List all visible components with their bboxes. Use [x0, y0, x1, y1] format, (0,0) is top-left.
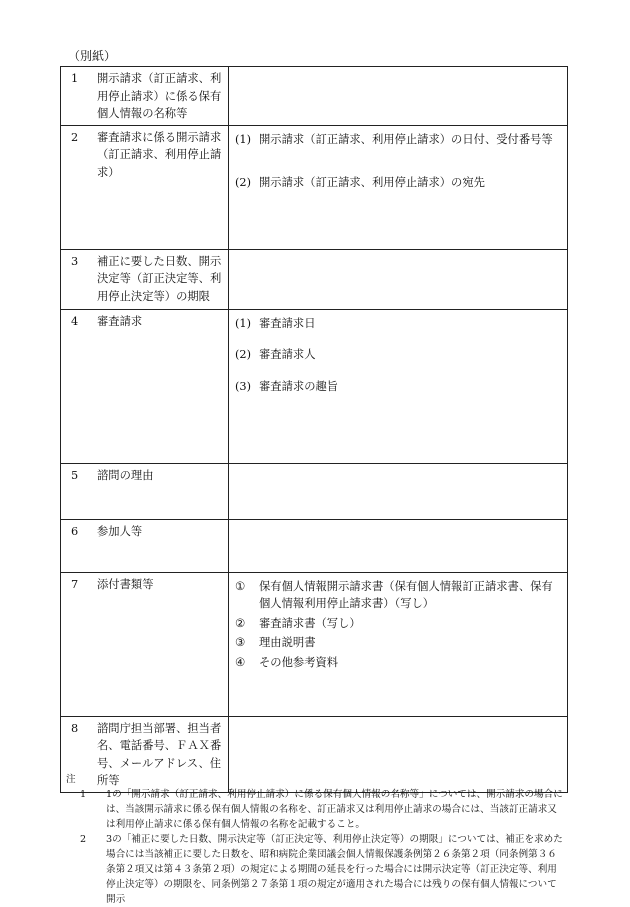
row-label: 諮問庁担当部署、担当者名、電話番号、ＦＡＸ番号、メールアドレス、住所等: [97, 721, 222, 787]
row-value: [229, 572, 568, 716]
row-label: 添付書類等: [97, 577, 154, 591]
notes-section: [66, 772, 566, 907]
form-table: [60, 66, 568, 793]
list-item: (3) 審査請求の趣旨: [235, 379, 339, 393]
row-number: 3: [71, 254, 79, 268]
row-value[interactable]: [229, 519, 568, 572]
row-label: 参加人等: [97, 524, 143, 538]
row-label: 開示請求（訂正請求、利用停止請求）に係る保有個人情報の名称等: [97, 72, 222, 120]
row-value[interactable]: [229, 67, 568, 126]
list-item: ① 保有個人情報開示請求書（保有個人情報訂正請求書、保有個人情報利用停止請求書）（写し）: [235, 579, 553, 610]
list-item: ② 審査請求書（写し）: [235, 616, 361, 630]
row-label: 諮問の理由: [97, 468, 154, 482]
table-row: [61, 463, 568, 519]
note-item: 2 3の「補正に要した日数、開示決定等（訂正決定等、利用停止決定等）の期限」については、補正を求めた場合には当該補正に要した日数を、昭和病院企業団議会個人情報保護条例第２６条第２項（同条例第３６条第２項又は第４３条第２項）の規定による期間の延長を行った場合には開示決定等（訂正決定等、利用停止決定等）の期限を、同条例第２７条第１項の規定が適用された場合には残りの保有個人情報について開示: [80, 834, 563, 905]
row-number: 6: [71, 524, 79, 538]
list-item: ④ その他参考資料: [235, 655, 339, 669]
list-item: (2) 開示請求（訂正請求、利用停止請求）の宛先: [235, 176, 485, 189]
row-number: 5: [71, 468, 79, 482]
row-label: 審査請求: [97, 314, 143, 328]
table-row: [61, 249, 568, 309]
table-row: [61, 309, 568, 463]
table-row: [61, 572, 568, 716]
notes-heading: 注: [66, 774, 76, 785]
row-number: 4: [71, 314, 79, 328]
table-row: [61, 519, 568, 572]
table-row: [61, 125, 568, 249]
row-number: 1: [71, 72, 79, 85]
row-label: 審査請求に係る開示請求（訂正請求、利用停止請求）: [97, 130, 222, 179]
row-value: [229, 125, 568, 249]
row-label: 補正に要した日数、開示決定等（訂正決定等、利用停止決定等）の期限: [97, 254, 222, 303]
list-item: (1) 審査請求日: [235, 316, 316, 330]
table-row: [61, 67, 568, 126]
row-value[interactable]: [229, 463, 568, 519]
row-value: [229, 309, 568, 463]
list-item: ③ 理由説明書: [235, 636, 316, 649]
row-value[interactable]: [229, 249, 568, 309]
row-number: 7: [71, 577, 79, 591]
attachment-label: （別紙）: [68, 49, 117, 63]
list-item: (2) 審査請求人: [235, 348, 316, 361]
row-number: 2: [71, 130, 79, 144]
list-item: (1) 開示請求（訂正請求、利用停止請求）の日付、受付番号等: [235, 132, 553, 146]
row-number: 8: [71, 721, 79, 735]
note-item: 1 1の「開示請求（訂正請求、利用停止請求）に係る保有個人情報の名称等」については、開示請求の場合には、当該開示請求に係る保有個人情報の名称を、訂正請求又は利用停止請求の場合には、当該訂正請求又は利用停止請求に係る保有個人情報の名称を記載すること。: [80, 789, 563, 830]
